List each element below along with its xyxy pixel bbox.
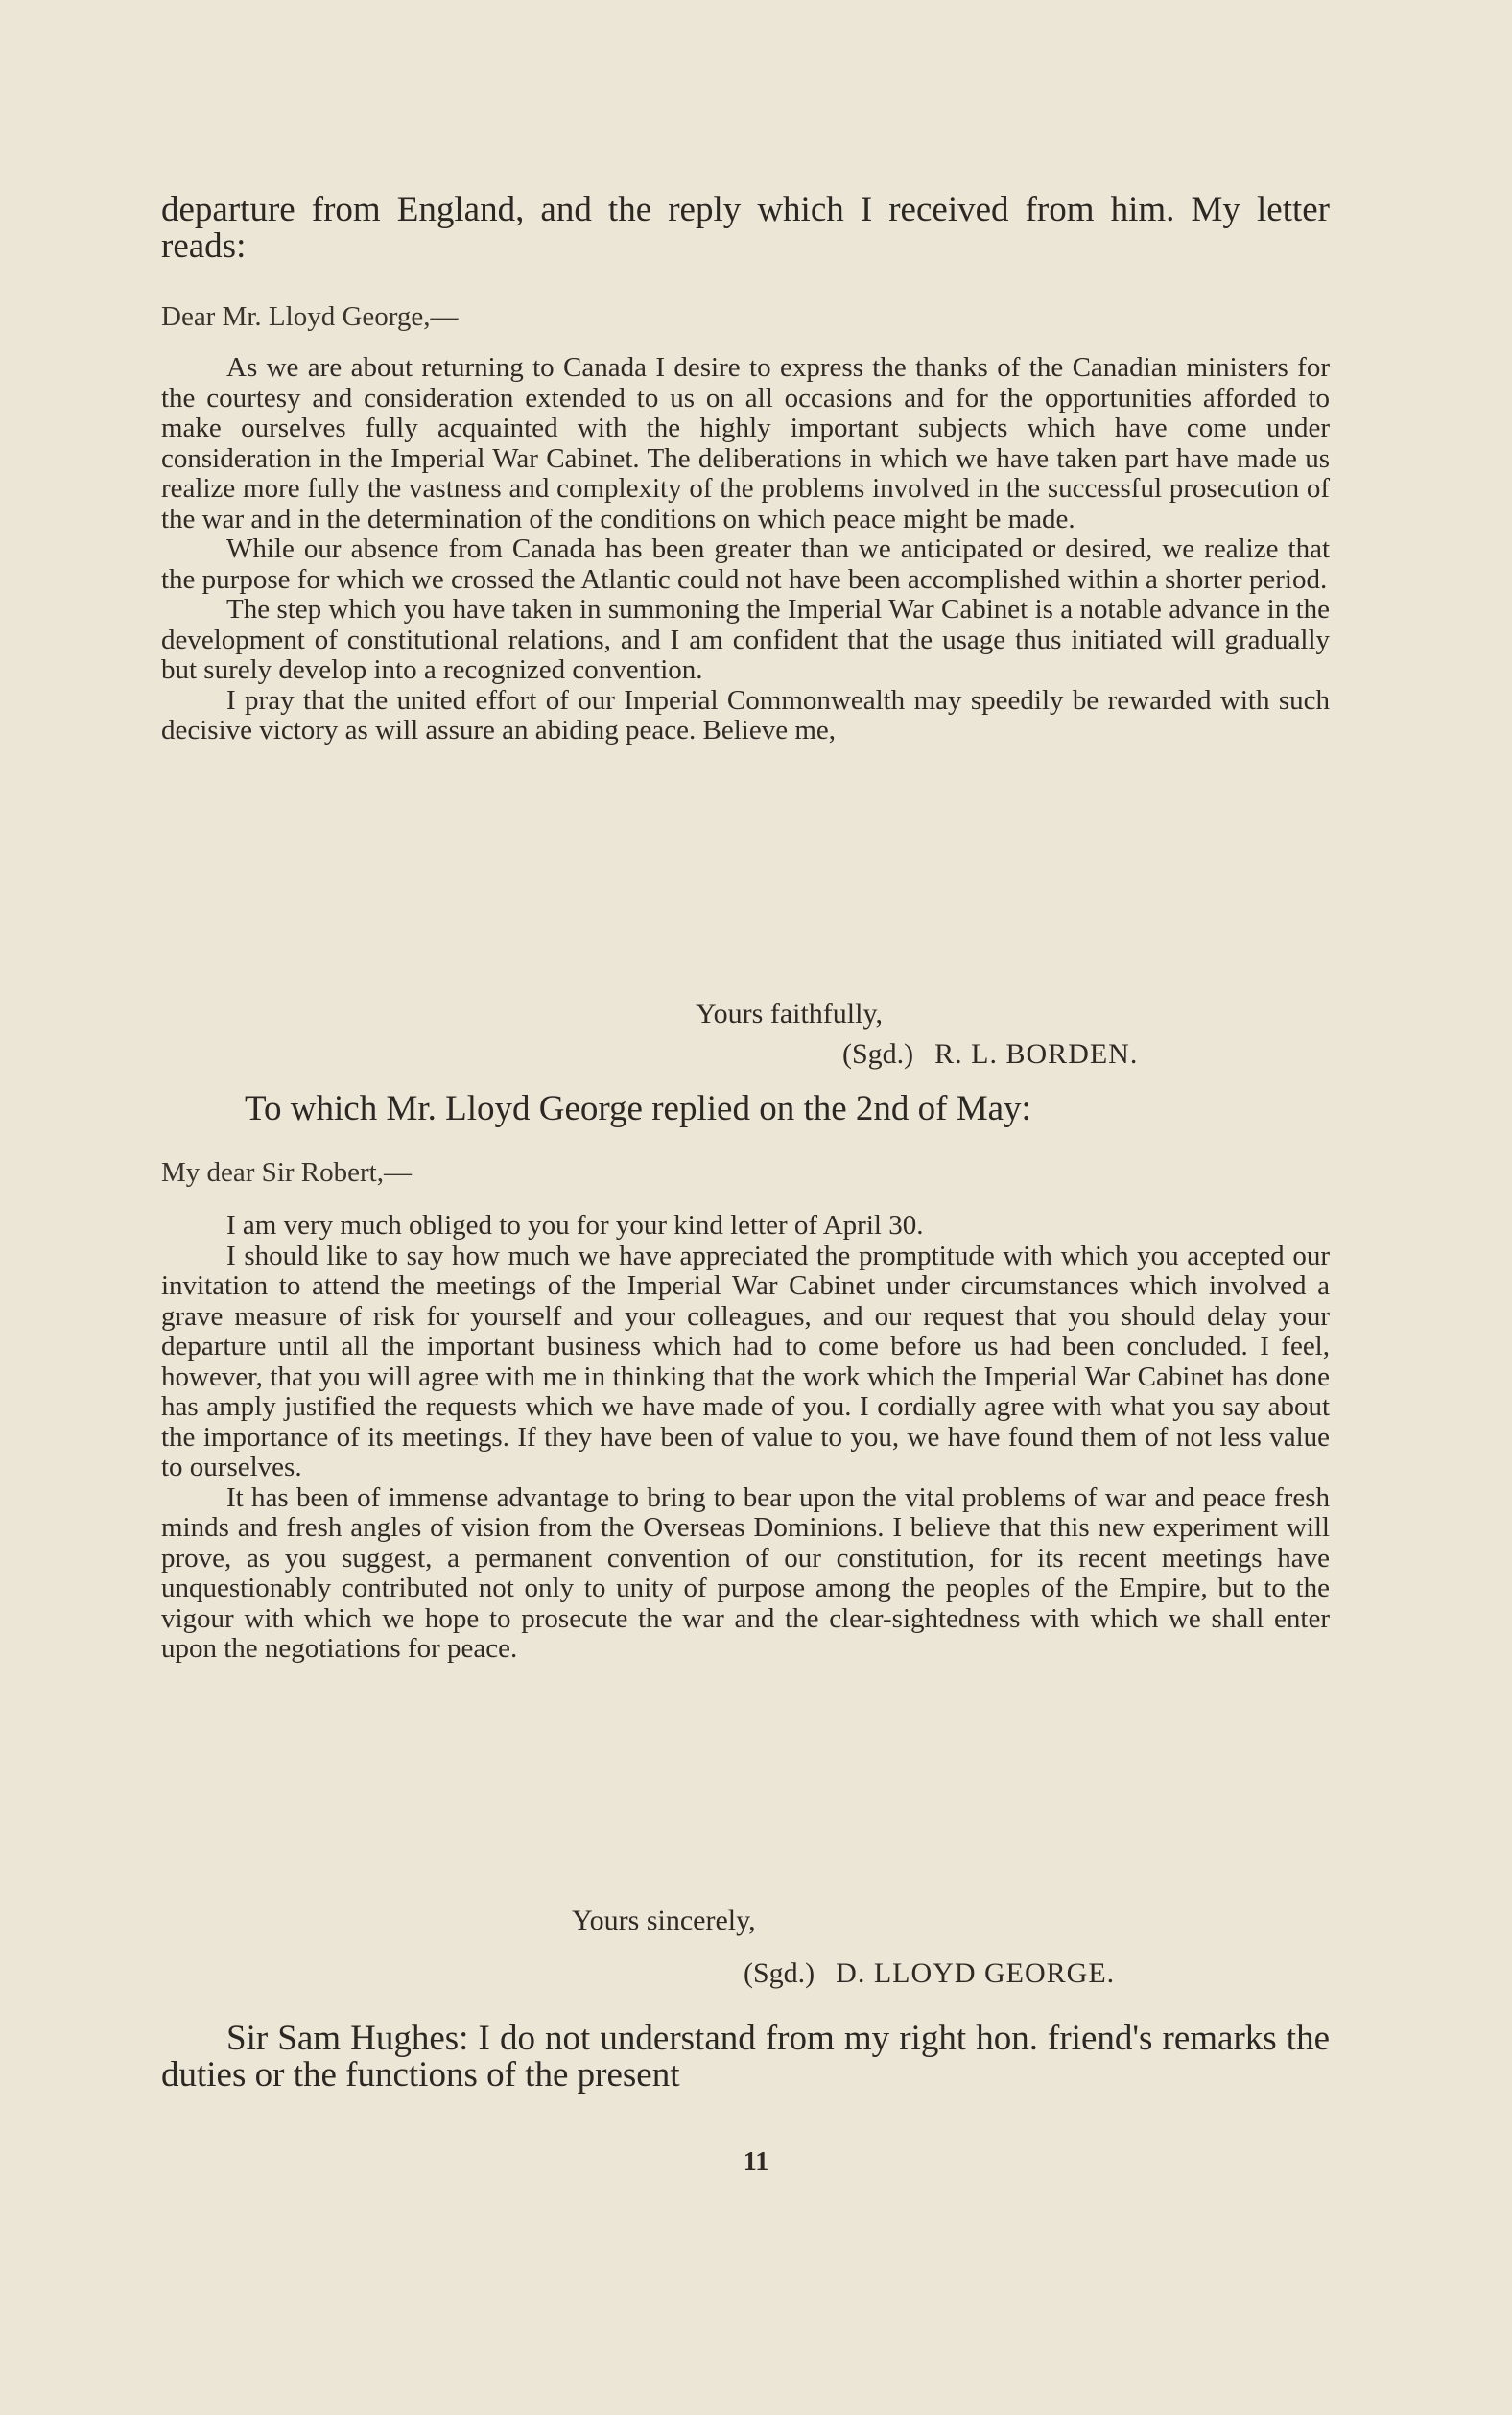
letter-2-signature	[744, 1957, 1115, 1990]
letter-1-signature	[842, 1038, 1138, 1071]
letter-1-salutation-block	[161, 301, 1330, 332]
letter-1-signature-name: R. L. BORDEN.	[934, 1038, 1139, 1070]
letter-1-paragraph: As we are about returning to Canada I desire to express the thanks of the Canadian ministers for the courtesy and consideration extended to us on all occasions and for the opportunities afforded to make ourselves fully acquainted with the highly important subjects which have come under consideration in the Imperial War Cabinet. The deliberations in which we have taken part have made us realize more fully the vastness and complexity of the problems involved in the successful prosecution of the war and in the determination of the conditions on which peace might be made.	[161, 352, 1330, 534]
letter-2-paragraph: I should like to say how much we have appreciated the promptitude with which you accepted our invitation to attend the meetings of the Imperial War Cabinet under circumstances which involved a grave measure of risk for yourself and your colleagues, and our request that you should delay your departure until all the important business which had to come before us had been concluded. I feel, however, that you will agree with me in thinking that the work which the Imperial War Cabinet has done has amply justified the requests which we have made of you. I cordially agree with what you say about the importance of its meetings. If they have been of value to you, we have found them of not less value to ourselves.	[161, 1240, 1330, 1482]
letter-2-closing: Yours sincerely,	[572, 1905, 756, 1936]
letter-1-body	[161, 353, 1330, 746]
letter-1-paragraph: I pray that the united effort of our Imperial Commonwealth may speedily be rewarded with such decisive victory as will assure an abiding peace. Believe me,	[161, 684, 1330, 746]
letter-1-signature-prefix: (Sgd.)	[842, 1038, 914, 1070]
opening-paragraph: departure from England, and the reply which I received from him. My letter reads:	[161, 190, 1330, 266]
letter-2-body	[161, 1211, 1330, 1665]
letter-1-paragraph: While our absence from Canada has been greater than we anticipated or desired, we realize that the purpose for which we crossed the Atlantic could not have been accomplished within a shorter period.	[161, 533, 1330, 595]
closing-paragraph: Sir Sam Hughes: I do not understand from my right hon. friend's remarks the duties or the functions of the present	[161, 2019, 1330, 2095]
letter-1-paragraph: The step which you have taken in summoning the Imperial War Cabinet is a notable advance in the development of constitutional relations, and I am confident that the usage thus initiated will gradually but surely develop into a recognized convention.	[161, 594, 1330, 685]
letter-1-salutation: Dear Mr. Lloyd George,—	[161, 301, 459, 332]
opening-paragraph-block	[161, 192, 1330, 265]
closing-paragraph-block	[161, 2021, 1330, 2094]
letter-2-signature-prefix: (Sgd.)	[744, 1957, 815, 1989]
page-number: 11	[743, 2147, 769, 2177]
letter-1-closing: Yours faithfully,	[696, 998, 884, 1030]
letter-2-paragraph: I am very much obliged to you for your kind letter of April 30.	[226, 1210, 924, 1241]
reply-intro-line: To which Mr. Lloyd George replied on the 2nd of May:	[245, 1089, 1031, 1128]
letter-2-salutation-block	[161, 1157, 1330, 1188]
letter-2-salutation: My dear Sir Robert,—	[161, 1157, 412, 1188]
letter-2-signature-name: D. LLOYD GEORGE.	[836, 1957, 1116, 1989]
letter-2-paragraph: It has been of immense advantage to bring to bear upon the vital problems of war and peace fresh minds and fresh angles of vision from the Overseas Dominions. I believe that this new experiment will prove, as you suggest, a permanent convention of our constitution, for its recent meetings have unquestionably contributed not only to unity of purpose among the peoples of the Empire, but to the vigour with which we hope to prosecute the war and the clear-sightedness with which we shall enter upon the negotiations for peace.	[161, 1481, 1330, 1664]
